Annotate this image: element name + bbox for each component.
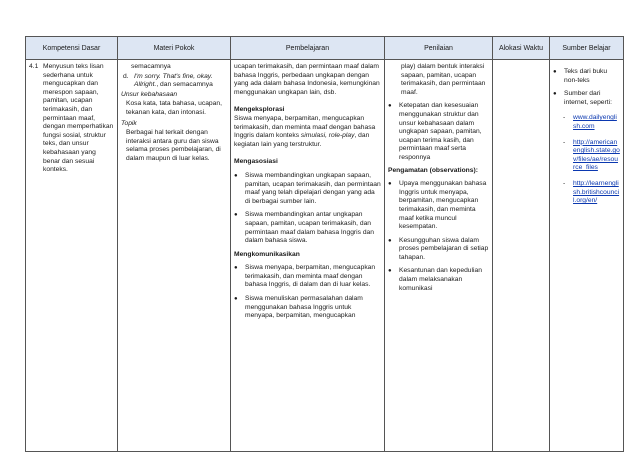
kd-text: Menyusun teks lisan sederhana untuk mengucapkan dan merespon sapaan, pamitan, ucapan terimakasih, dan permintaan maaf, dengan memperhatikan fungsi sosial, struktur teks, dan unsur kebahasaan yang benar dan sesuai konteks. <box>43 63 114 174</box>
link-dailyenglish[interactable]: www.dailyenglish.com <box>573 114 617 130</box>
list-item-text: Kesantunan dan kepedulian dalam melaksanakan komunikasi <box>399 267 482 292</box>
dash-icon: - <box>563 114 566 122</box>
bullet-icon: ● <box>388 181 392 188</box>
pn-observations-title: Pengamatan (observations): <box>388 166 478 174</box>
bullet-icon: ● <box>234 296 238 303</box>
header-pembelajaran: Pembelajaran <box>231 37 385 60</box>
bullet-icon: ● <box>553 91 557 98</box>
header-materi-pokok: Materi Pokok <box>118 37 231 60</box>
content-row <box>26 60 624 452</box>
sb-link-row <box>563 180 620 206</box>
list-item-text: Upaya menggunakan bahasa Inggris untuk menyapa, berpamitan, mengucapkan terimakasih, dan meminta maaf ketika muncul kesempatan. <box>399 180 487 231</box>
mp-line-semacamnya: semacamnya <box>131 63 171 70</box>
pn-criteria-list <box>388 102 489 162</box>
mp-unsur-text: Kosa kata, tata bahasa, ucapan, tekanan kata, dan intonasi. <box>126 100 222 116</box>
pb-eksplorasi-italic: simulasi, role-play <box>300 132 355 140</box>
link-americanenglish[interactable]: http://americanenglish.state.gov/files/ae/resource_files <box>573 138 620 172</box>
list-item-text: Sumber dari internet, seperti: <box>564 90 612 106</box>
header-alokasi-waktu: Alokasi Waktu <box>493 37 550 60</box>
header-row <box>26 37 624 60</box>
pb-komunikasi-title: Mengkomunikasikan <box>234 250 300 258</box>
mp-item-d-tail: , dan semacamnya <box>156 81 213 89</box>
list-item <box>388 267 489 293</box>
list-item-text: Ketepatan dan kesesuaian menggunakan struktur dan unsur kebahasaan dalam ungkapan sapaan, pamitan, ucapan terima kasih, dan permintaan maaf serta responnya <box>399 102 482 161</box>
cell-penilaian <box>385 60 493 452</box>
bullet-icon: ● <box>234 172 238 179</box>
header-sumber-belajar: Sumber Belajar <box>550 37 624 60</box>
list-item <box>388 102 489 162</box>
cell-alokasi-waktu <box>493 60 550 452</box>
list-item <box>553 68 620 85</box>
list-item <box>388 180 489 232</box>
bullet-icon: ● <box>234 265 238 272</box>
pb-eksplorasi-text <box>234 115 381 149</box>
bullet-icon: ● <box>388 268 392 275</box>
link-britishcouncil[interactable]: http://learnenglish.britishcouncil.org/en/ <box>573 179 620 205</box>
list-item <box>234 295 381 321</box>
header-kompetensi-dasar: Kompetensi Dasar <box>26 37 118 60</box>
sb-link-row <box>563 114 620 131</box>
mp-item-d-label: d. <box>123 72 129 80</box>
syllabus-table <box>25 36 624 452</box>
pn-intro: play) dalam bentuk interaksi sapaan, pamitan, ucapan terimakasih, dan permintaan maaf. <box>401 63 486 96</box>
list-item-text: Teks dari buku non-teks <box>564 68 608 84</box>
list-item <box>234 211 381 245</box>
header-penilaian: Penilaian <box>385 37 493 60</box>
list-item-text: Siswa membandingkan antar ungkapan sapaan, pamitan, ucapan terimakasih, dan permintaan maaf dalam bahasa Inggris dan dalam bahasa siswa. <box>245 211 374 245</box>
list-item-text: Siswa menuliskan permasalahan dalam menggunakan bahasa Inggris untuk menyapa, berpamitan, mengucapkan <box>245 295 363 320</box>
sb-links <box>553 114 620 205</box>
list-item <box>234 264 381 290</box>
pb-komunikasi-list <box>234 264 381 321</box>
list-item-text: Kesungguhan siswa dalam proses pembelajaran di setiap tahapan. <box>399 236 489 261</box>
bullet-icon: ● <box>388 237 392 244</box>
pb-intro: ucapan terimakasih, dan permintaan maaf dalam bahasa Inggris, perbedaan ungkapan dengan yang ada dalam bahasa Indonesia, kemungkinan menggunakan ungkapan lain, dsb. <box>234 63 380 96</box>
pb-asosiasi-list <box>234 172 381 246</box>
pn-observations-list <box>388 180 489 293</box>
bullet-icon: ● <box>234 212 238 219</box>
dash-icon: - <box>563 179 566 187</box>
list-item <box>388 237 489 263</box>
bullet-icon: ● <box>553 69 557 75</box>
mp-item-d <box>121 73 227 90</box>
pb-eksplorasi-pre: Siswa menyapa, berpamitan, mengucapkan terimakasih, dan meminta maaf dengan bahasa Inggris dalam konteks <box>234 114 376 140</box>
mp-topik-text: Berbagai hal terkait dengan interaksi antara guru dan siswa selama proses pembelajaran, di dalam maupun di luar kelas. <box>126 129 221 162</box>
pb-asosiasi-title: Mengasosiasi <box>234 158 278 166</box>
cell-kompetensi-dasar <box>26 60 118 452</box>
cell-materi-pokok <box>118 60 231 452</box>
list-item-text: Siswa membandingkan ungkapan sapaan, pamitan, ucapan terimakasih, dan permintaan maaf yang telah dipelajari dengan yang ada di berbagai sumber lain. <box>245 171 381 205</box>
pb-eksplorasi-post: , dan kegiatan lain yang terstruktur. <box>234 132 370 148</box>
syllabus-table-container <box>25 36 623 451</box>
cell-sumber-belajar <box>550 60 624 452</box>
mp-unsur-title: Unsur kebahasaan <box>121 90 178 98</box>
mp-topik-title: Topik <box>121 119 137 127</box>
sb-list <box>553 68 620 107</box>
bullet-icon: ● <box>388 103 392 110</box>
list-item <box>234 172 381 206</box>
sb-link-row <box>563 139 620 173</box>
mp-item-d-expressions: I'm sorry. That's fine, okay. Allright. <box>134 72 213 89</box>
dash-icon: - <box>563 138 566 146</box>
list-item-text: Siswa menyapa, berpamitan, mengucapkan terimakasih, dan meminta maaf dengan bahasa Inggris, di dalam dan di luar kelas. <box>245 264 376 289</box>
list-item <box>553 90 620 107</box>
pb-eksplorasi-title: Mengeksplorasi <box>234 106 285 114</box>
kd-number: 4.1 <box>29 63 39 70</box>
cell-pembelajaran <box>231 60 385 452</box>
